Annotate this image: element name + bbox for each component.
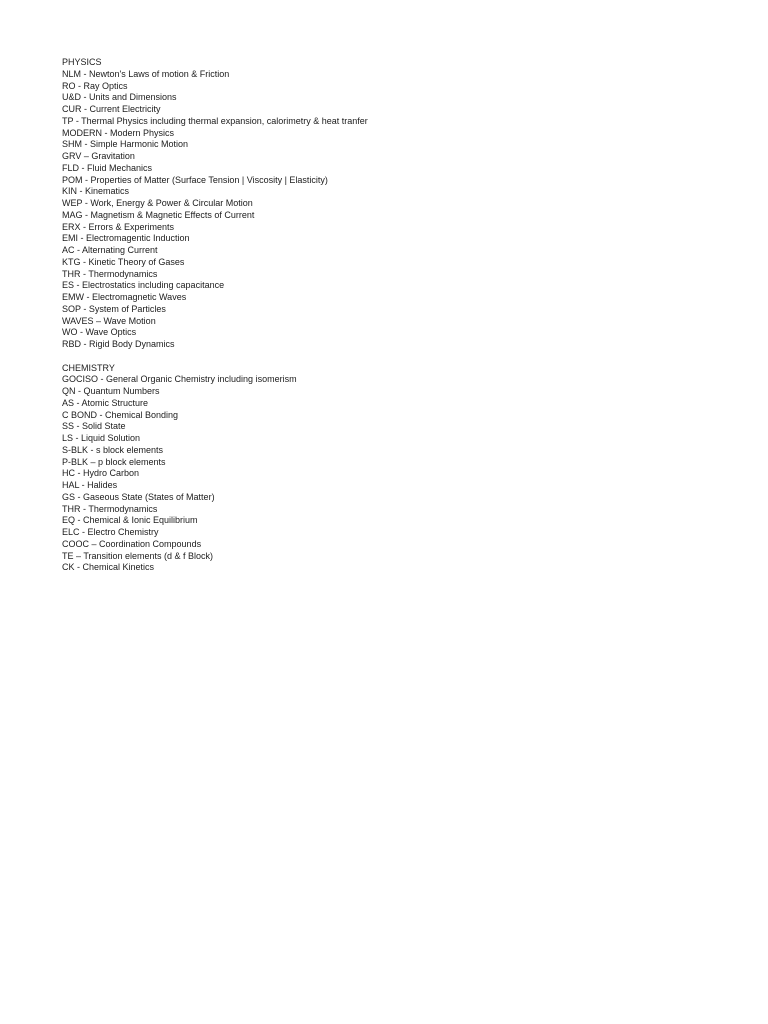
list-item: ES - Electrostatics including capacitance bbox=[62, 280, 225, 291]
list-item: GS - Gaseous State (States of Matter) bbox=[62, 491, 215, 502]
list-item: AS - Atomic Structure bbox=[62, 397, 149, 408]
physics-heading: PHYSICS bbox=[62, 57, 102, 67]
list-item: HAL - Halides bbox=[62, 480, 118, 490]
chemistry-section bbox=[62, 363, 368, 575]
list-item: S-BLK - s block elements bbox=[62, 444, 164, 455]
list-item: WO - Wave Optics bbox=[62, 327, 137, 338]
chemistry-list bbox=[62, 374, 368, 574]
list-item: P-BLK – p block elements bbox=[62, 456, 166, 467]
list-item: NLM - Newton's Laws of motion & Friction bbox=[62, 68, 230, 79]
list-item: AC - Alternating Current bbox=[62, 245, 158, 255]
list-item: ELC - Electro Chemistry bbox=[62, 527, 159, 537]
list-item: ERX - Errors & Experiments bbox=[62, 221, 175, 232]
list-item: POM - Properties of Matter (Surface Tension | Viscosity | Elasticity) bbox=[62, 174, 328, 185]
physics-list bbox=[62, 69, 368, 351]
list-item: SS - Solid State bbox=[62, 421, 126, 432]
list-item: EQ - Chemical & Ionic Equilibrium bbox=[62, 515, 198, 526]
list-item: MAG - Magnetism & Magnetic Effects of Current bbox=[62, 209, 255, 220]
physics-section bbox=[62, 57, 368, 351]
chemistry-heading: CHEMISTRY bbox=[62, 362, 115, 373]
list-item: COOC – Coordination Compounds bbox=[62, 538, 202, 549]
list-item: QN - Quantum Numbers bbox=[62, 386, 160, 396]
list-item: TP - Thermal Physics including thermal expansion, calorimetry & heat tranfer bbox=[62, 115, 368, 126]
list-item: MODERN - Modern Physics bbox=[62, 127, 175, 138]
list-item: THR - Thermodynamics bbox=[62, 503, 158, 514]
section-divider-space bbox=[62, 351, 368, 363]
list-item: GRV – Gravitation bbox=[62, 151, 135, 161]
list-item: WAVES – Wave Motion bbox=[62, 315, 156, 326]
list-item: CUR - Current Electricity bbox=[62, 104, 161, 114]
list-item: WEP - Work, Energy & Power & Circular Motion bbox=[62, 198, 253, 208]
list-item: KIN - Kinematics bbox=[62, 186, 130, 197]
list-item: EMW - Electromagnetic Waves bbox=[62, 292, 187, 302]
document-page bbox=[62, 57, 368, 574]
list-item: RBD - Rigid Body Dynamics bbox=[62, 339, 175, 349]
list-item: HC - Hydro Carbon bbox=[62, 468, 140, 479]
list-item: CK - Chemical Kinetics bbox=[62, 562, 155, 573]
list-item: FLD - Fluid Mechanics bbox=[62, 162, 153, 173]
list-item: GOCISO - General Organic Chemistry including isomerism bbox=[62, 374, 297, 385]
list-item: TE – Transition elements (d & f Block) bbox=[62, 550, 214, 561]
list-item: SHM - Simple Harmonic Motion bbox=[62, 139, 189, 150]
list-item: SOP - System of Particles bbox=[62, 303, 166, 314]
list-item: C BOND - Chemical Bonding bbox=[62, 409, 179, 420]
list-item: EMI - Electromagentic Induction bbox=[62, 233, 190, 244]
list-item: THR - Thermodynamics bbox=[62, 268, 158, 279]
list-item: U&D - Units and Dimensions bbox=[62, 92, 177, 103]
list-item: LS - Liquid Solution bbox=[62, 433, 141, 443]
list-item: RO - Ray Optics bbox=[62, 80, 128, 91]
list-item: KTG - Kinetic Theory of Gases bbox=[62, 256, 185, 267]
